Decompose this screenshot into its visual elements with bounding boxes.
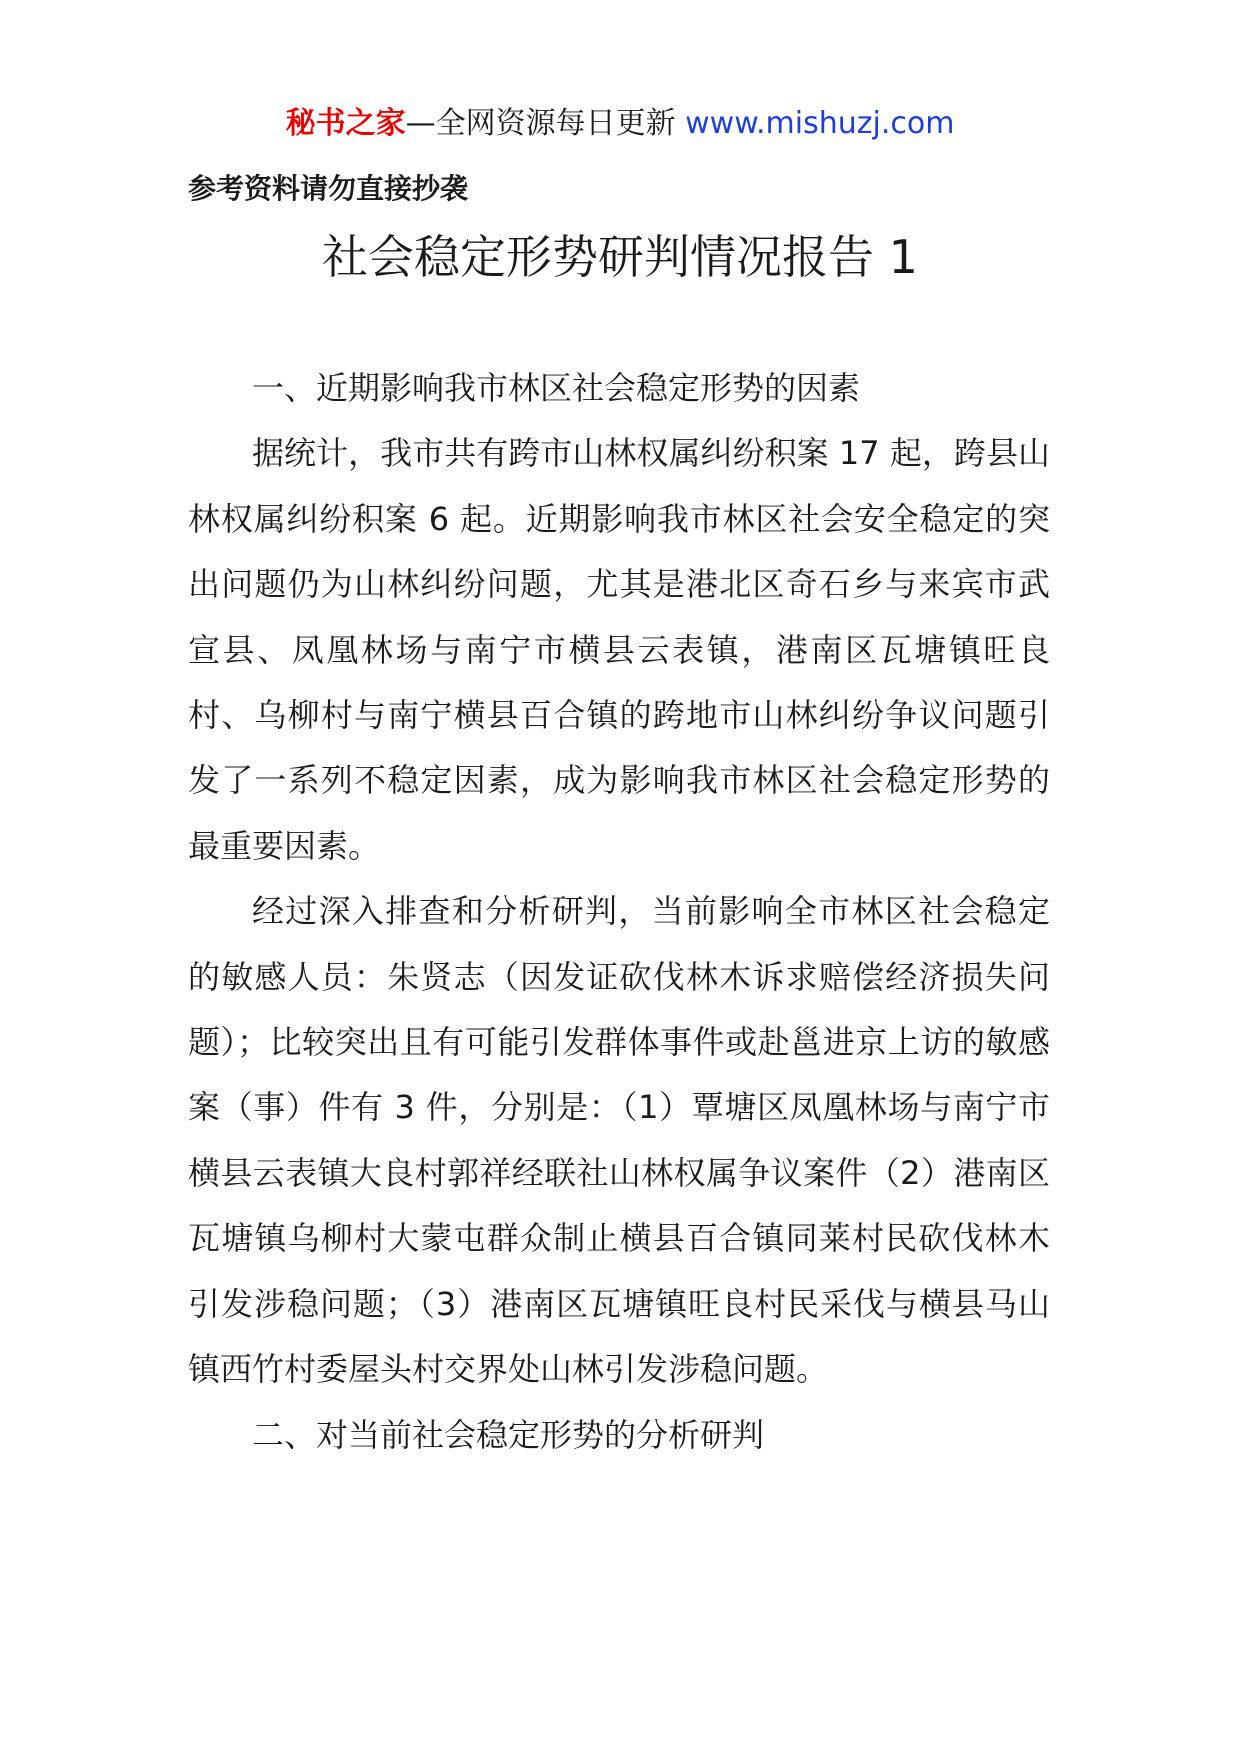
section-heading: 一、近期影响我市林区社会稳定形势的因素	[252, 369, 861, 407]
brand-name: 秘书之家	[285, 106, 406, 141]
section-heading: 二、对当前社会稳定形势的分析研判	[252, 1415, 765, 1454]
site-header	[0, 100, 1240, 148]
site-url-link[interactable]: www.mishuzj.com	[685, 106, 955, 141]
copy-notice: 参考资料请勿直接抄袭	[188, 172, 469, 205]
document-body	[188, 356, 1050, 1468]
body-paragraph: 据统计，我市共有跨市山林权属纠纷积案 17 起，跨县山林权属纠纷积案 6 起。近期影响我市林区社会安全稳定的突出问题仍为山林纠纷问题，尤其是港北区奇石乡与来宾市武宣县、凤凰林场与南宁市横县云表镇，港南区瓦塘镇旺良村、乌柳村与南宁横县百合镇的跨地市山林纠纷争议问题引发了一系列不稳定因素，成为影响我市林区社会稳定形势的最重要因素。	[188, 434, 1050, 865]
body-paragraph: 经过深入排查和分析研判，当前影响全市林区社会稳定的敏感人员：朱贤志（因发证砍伐林木诉求赔偿经济损失问题）；比较突出且有可能引发群体事件或赴邕进京上访的敏感案（事）件有 3 件，分别是：（1）覃塘区凤凰林场与南宁市横县云表镇大良村郭祥经联社山林权属争议案件（2）港南区瓦塘镇乌柳村大蒙屯群众制止横县百合镇同莱村民砍伐林木引发涉稳问题；（3）港南区瓦塘镇旺良村民采伐与横县马山镇西竹村委屋头村交界处山林引发涉稳问题。	[188, 892, 1050, 1389]
site-slogan: —全网资源每日更新	[405, 106, 676, 141]
document-title: 社会稳定形势研判情况报告 1	[322, 230, 918, 284]
